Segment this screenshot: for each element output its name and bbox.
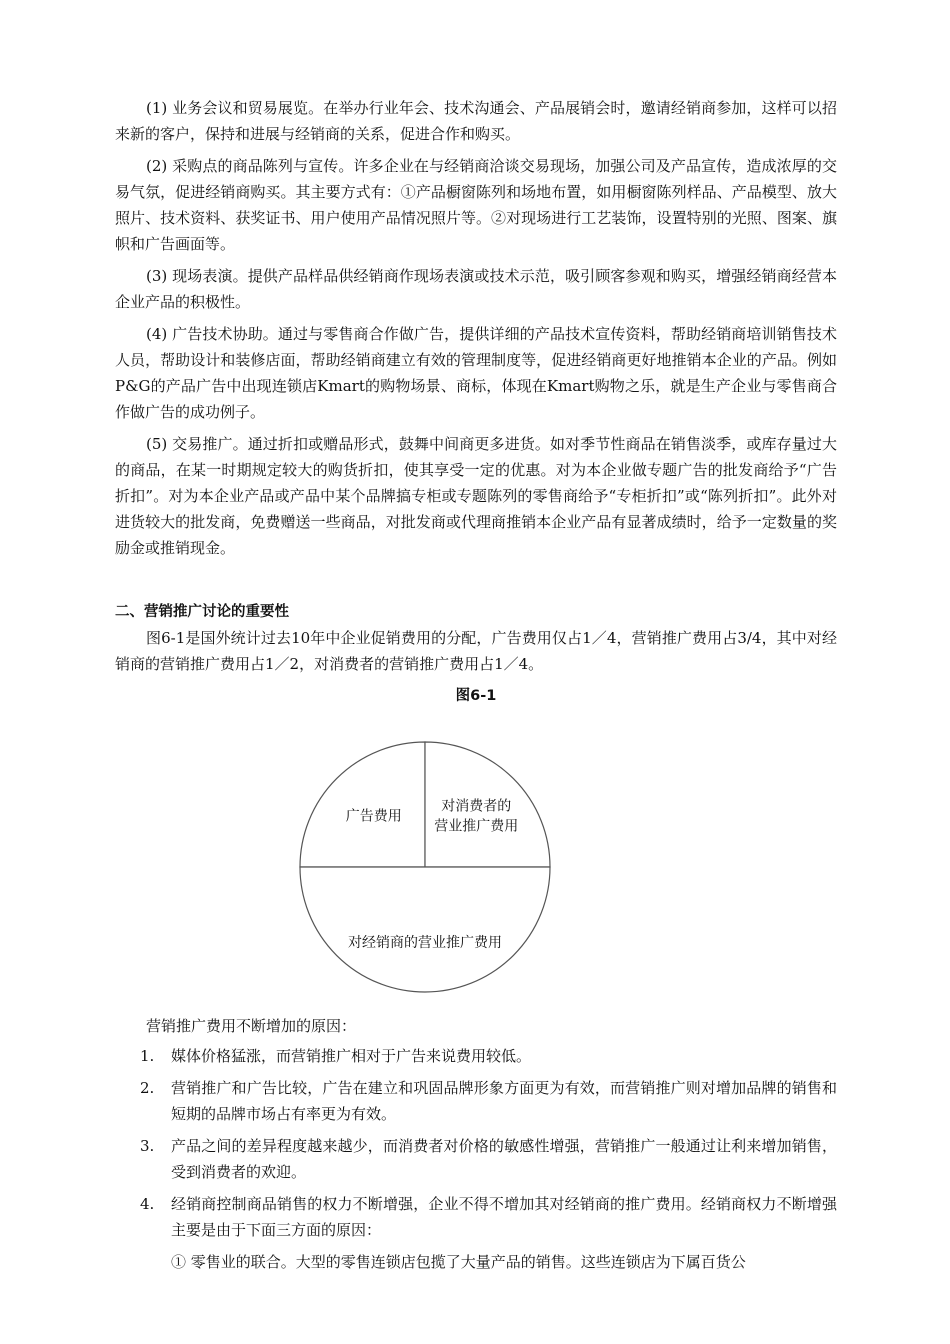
- list-text: 媒体价格猛涨，而营销推广相对于广告来说费用较低。: [171, 1047, 532, 1065]
- list-item: [115, 1075, 837, 1127]
- pie-slice-label: 对消费者的营业推广费用: [434, 798, 519, 835]
- reasons-intro: 营销推广费用不断增加的原因：: [146, 1017, 357, 1035]
- paragraph-ad-assistance: (4) 广告技术协助。通过与零售商合作做广告，提供详细的产品技术宣传资料，帮助经销商培训销售技术人员，帮助设计和装修店面，帮助经销商建立有效的管理制度等，促进经销商更好地推销本企业的产品。例如P&G的产品广告中出现连锁店Kmart的购物场景、商标，体现在Kmart购物之乐，就是生产企业与零售商合作做广告的成功例子。: [115, 325, 837, 421]
- paragraph-trade-meetings: (1) 业务会议和贸易展览。在举办行业年会、技术沟通会、产品展销会时，邀请经销商参加，这样可以招来新的客户，保持和进展与经销商的关系，促进合作和购买。: [115, 99, 837, 143]
- section-intro-paragraph: 图6-1是国外统计过去10年中企业促销费用的分配，广告费用仅占1／4，营销推广费用占3/4，其中对经销商的营销推广费用占1／2，对消费者的营销推广费用占1／4。: [115, 629, 837, 673]
- pie-slice: [300, 742, 425, 867]
- list-text: 营销推广和广告比较，广告在建立和巩固品牌形象方面更为有效，而营销推广则对增加品牌的销售和短期的品牌市场占有率更为有效。: [171, 1079, 837, 1123]
- pie-chart-container: [115, 717, 837, 1007]
- pie-slice-label: 广告费用: [345, 808, 402, 825]
- pie-slice: [300, 867, 550, 992]
- list-number: 4.: [140, 1195, 155, 1213]
- list-item: [115, 1133, 837, 1185]
- paragraph-trade-promotion: (5) 交易推广。通过折扣或赠品形式，鼓舞中间商更多进货。如对季节性商品在销售淡季，或库存量过大的商品，在某一时期规定较大的购货折扣，使其享受一定的优惠。对为本企业做专题广告的批发商给予“广告折扣”。对为本企业产品或产品中某个品牌搞专柜或专题陈列的零售商给予“专柜折扣”或“陈列折扣”。此外对进货较大的批发商，免费赠送一些商品，对批发商或代理商推销本企业产品有显著成绩时，给予一定数量的奖励金或推销现金。: [115, 435, 837, 557]
- paragraph-display-promotion: (2) 采购点的商品陈列与宣传。许多企业在与经销商洽谈交易现场，加强公司及产品宣传，造成浓厚的交易气氛，促进经销商购买。其主要方式有：①产品橱窗陈列和场地布置，如用橱窗陈列样品、产品模型、放大照片、技术资料、获奖证书、用户使用产品情况照片等。②对现场进行工艺装饰，设置特别的光照、图案、旗帜和广告画面等。: [115, 157, 837, 253]
- list-item: [115, 1043, 837, 1069]
- sub-reason-item: ① 零售业的联合。大型的零售连锁店包揽了大量产品的销售。这些连锁店为下属百货公: [171, 1253, 746, 1271]
- list-text: 产品之间的差异程度越来越少，而消费者对价格的敏感性增强，营销推广一般通过让利来增加销售，受到消费者的欢迎。: [171, 1137, 837, 1181]
- list-item: [115, 1191, 837, 1243]
- list-number: 1.: [140, 1047, 155, 1065]
- section-heading: 二、营销推广讨论的重要性: [115, 604, 289, 620]
- list-number: 2.: [140, 1079, 155, 1097]
- pie-slice-label: 对经销商的营业推广费用: [348, 935, 502, 951]
- list-number: 3.: [140, 1137, 155, 1155]
- paragraph-live-demo: (3) 现场表演。提供产品样品供经销商作现场表演或技术示范，吸引顾客参观和购买，增强经销商经营本企业产品的积极性。: [115, 267, 837, 311]
- list-text: 经销商控制商品销售的权力不断增强，企业不得不增加其对经销商的推广费用。经销商权力不断增强主要是由于下面三方面的原因：: [171, 1195, 837, 1239]
- pie-chart: [115, 717, 837, 1007]
- figure-title: 图6-1: [455, 688, 497, 704]
- document-page: [115, 95, 837, 1275]
